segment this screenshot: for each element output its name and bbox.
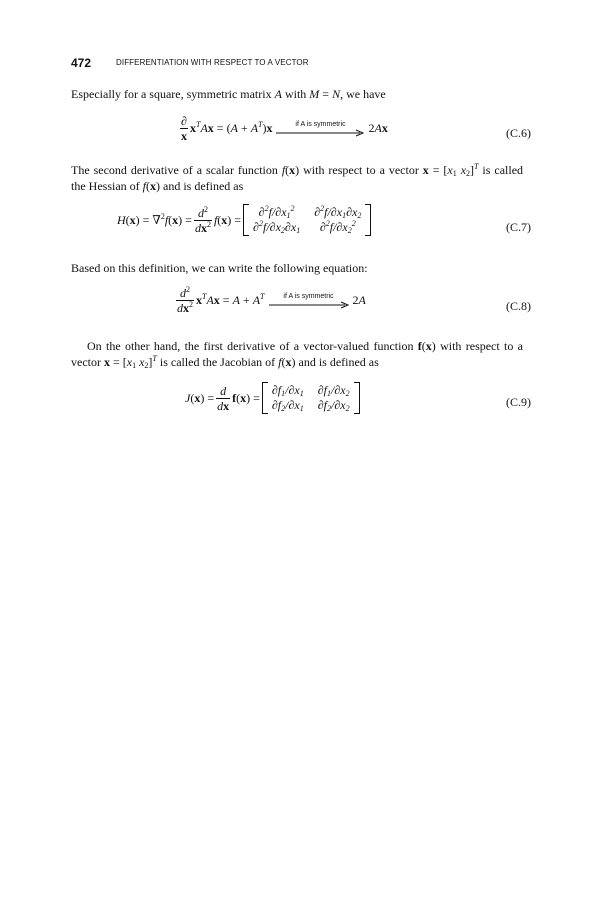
equation-c9: J(x) = $\frac{d}{dx}$ f(x) = $\partial f_1/\partial x_1$ $\partial f_1/\partial x_2$ $\partial f_2/\partial x_1$ $\partial f_2/\partial x_2$ (C.9) xyxy=(185,383,531,413)
running-head: DIFFERENTIATION WITH RESPECT TO A VECTOR xyxy=(116,58,309,67)
equation-label-c7: (C.7) xyxy=(506,220,531,234)
first-derivative-fraction: $\frac{d}{dx}$ xyxy=(217,383,230,413)
page-header xyxy=(71,56,531,72)
equation-label-c6: (C.6) xyxy=(506,126,531,140)
conditional-arrow-c8 xyxy=(269,293,349,309)
second-derivative-fraction-c8: $\frac{d^2}{dx^2}$ xyxy=(177,285,193,315)
equation-c8: $\frac{d^2}{dx^2}$ $x^TAx = A + A^T$ if A is symmetric 2A (C.8) xyxy=(177,285,531,315)
paragraph-3: Based on this definition, we can write the following equation: xyxy=(71,261,368,275)
paragraph-2: The second derivative of a scalar function f(x) with respect to a vector $x = [x_1$ $x_2]^T$ is called the Hessian of f(x) and is defined as xyxy=(71,162,524,193)
page-number: 472 xyxy=(71,56,92,70)
arrow-condition-c8: if A is symmetric xyxy=(283,292,334,300)
equation-label-c8: (C.8) xyxy=(506,299,531,313)
right-arrow-icon xyxy=(269,301,349,309)
equation-label-c9: (C.9) xyxy=(506,395,531,409)
jacobian-matrix: $\partial f_1/\partial x_1$ $\partial f_1/\partial x_2$ $\partial f_2/\partial x_1$ $\partial f_2/\partial x_2$ xyxy=(262,382,360,414)
paragraph-1: Especially for a square, symmetric matrix A with M = N, we have xyxy=(71,87,386,101)
hessian-matrix: $\partial^2f/\partial x_1^2$ $\partial^2f/\partial x_1\partial x_2$ $\partial^2f/\partial x_2\partial x_1$ $\partial^2f/\partial x_2^2$ xyxy=(243,204,371,236)
paragraph-4: On the other hand, the first derivative of a vector-valued function f(x) with respect to a vector $x = [x_1$ $x_2]^T$ is called the Jacobian of f(x) and is defined as xyxy=(71,339,524,370)
conditional-arrow xyxy=(276,121,364,137)
second-derivative-fraction: $\frac{d^2}{dx^2}$ xyxy=(194,204,211,235)
right-arrow-icon xyxy=(276,129,364,137)
equation-c7: H(x) = ∇$^2$f(x) = $\frac{d^2}{dx^2}$ f(x) = $\partial^2f/\partial x_1^2$ $\partial^2f/\partial x_1\partial x_2$ $\partial^2f/\partial x_2\partial x_1$ $\partial^2f/\partial x_2^2$ (C.7) xyxy=(117,204,531,235)
partial-derivative-fraction: $\frac{\partial}{x}$ xyxy=(181,114,187,143)
equation-c6: $\frac{\partial}{x}$ $x^TAx = (A + A^T)x$ if A is symmetric 2Ax (C.6) xyxy=(181,114,531,143)
arrow-condition: if A is symmetric xyxy=(295,120,346,128)
